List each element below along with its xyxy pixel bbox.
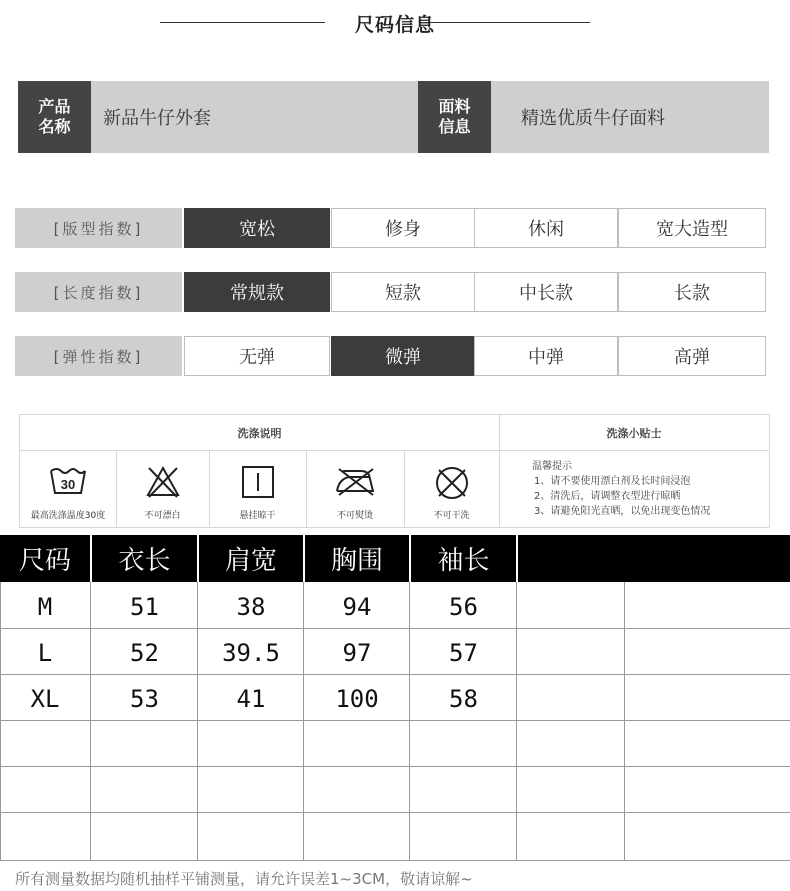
no-dry-clean-icon: [434, 465, 470, 501]
cell-shoulder: 38: [236, 592, 266, 621]
hang-dry-caption: 悬挂晾干: [239, 511, 276, 521]
size-table: [0, 535, 790, 861]
no-bleach-caption: 不可漂白: [144, 511, 181, 521]
product-name-value: 新品牛仔外套: [103, 108, 211, 129]
cell-chest: 94: [342, 592, 372, 621]
header-size: 尺码: [0, 535, 90, 582]
fit-option-oversized: 宽大造型: [618, 208, 766, 248]
fabric-info-label: 面料 信息: [418, 81, 491, 153]
length-option-mid-long: 中长款: [474, 272, 618, 312]
cell-size: M: [37, 592, 53, 621]
grid-h-6: [0, 860, 790, 861]
cell-chest: 97: [342, 638, 372, 667]
grid-h-4: [0, 766, 790, 767]
no-iron-caption: 不可熨烫: [336, 511, 373, 521]
fit-option-casual: 休闲: [474, 208, 618, 248]
wash-30-icon: [49, 465, 87, 497]
header-sep-5: [516, 535, 518, 582]
wash-item-hang-dry: [209, 451, 306, 527]
length-option-short: 短款: [331, 272, 475, 312]
product-info-bar: [18, 81, 769, 153]
grid-v-2: [197, 582, 198, 861]
header-length: 衣长: [92, 535, 197, 582]
wash-instructions-header: 洗涤说明: [20, 415, 499, 451]
wash-tips-header: 洗涤小贴士: [499, 415, 769, 451]
no-dry-clean-caption: 不可干洗: [433, 511, 470, 521]
no-bleach-icon: [145, 465, 181, 499]
cell-sleeve: 56: [449, 592, 478, 621]
tip-2: 2、清洗后，请调整衣型进行晾晒: [534, 491, 681, 502]
tips-title: 温馨提示: [532, 461, 572, 472]
header-sep-4: [409, 535, 411, 582]
cell-size: XL: [30, 684, 60, 713]
grid-h-5: [0, 812, 790, 813]
cell-sleeve: 58: [449, 684, 478, 713]
wash-divider: [499, 415, 500, 527]
header-chest: 胸围: [305, 535, 409, 582]
tip-1: 1、请不要使用漂白剂及长时间浸泡: [534, 476, 691, 487]
cell-shoulder: 41: [236, 684, 266, 713]
grid-v-4: [409, 582, 410, 861]
stretch-option-medium: 中弹: [474, 336, 618, 376]
header-sep-2: [197, 535, 199, 582]
length-option-regular: 常规款: [184, 272, 330, 312]
grid-v-6: [624, 582, 625, 861]
page-title: 尺码信息: [354, 14, 435, 36]
fit-index-row: [15, 208, 766, 248]
stretch-option-high: 高弹: [618, 336, 766, 376]
fit-index-label: [版型指数]: [15, 208, 182, 248]
stretch-option-none: 无弹: [184, 336, 330, 376]
measurement-footnote: 所有测量数据均随机抽样平铺测量，请允许误差1~3CM，敬请谅解~: [15, 870, 473, 888]
grid-v-1: [90, 582, 91, 861]
length-index-label: [长度指数]: [15, 272, 182, 312]
hang-dry-icon: [241, 465, 275, 499]
cell-shoulder: 39.5: [222, 638, 280, 667]
stretch-option-slight: 微弹: [331, 336, 475, 376]
cell-length: 52: [130, 638, 159, 667]
wash-30-caption: 最高洗涤温度30度: [30, 511, 106, 521]
stretch-index-label: [弹性指数]: [15, 336, 182, 376]
fit-option-slim: 修身: [331, 208, 475, 248]
svg-text:30: 30: [60, 477, 76, 492]
stretch-index-row: [15, 336, 766, 376]
cell-length: 53: [130, 684, 159, 713]
cell-size: L: [37, 638, 53, 667]
wash-item-no-bleach: [116, 451, 209, 527]
length-index-row: [15, 272, 766, 312]
product-name-label: 产品 名称: [18, 81, 91, 153]
tip-3: 3、请避免阳光直晒，以免出现变色情况: [534, 506, 711, 517]
cell-length: 51: [130, 592, 159, 621]
length-option-long: 长款: [618, 272, 766, 312]
fit-option-loose: 宽松: [184, 208, 330, 248]
wash-section: [19, 414, 770, 528]
fabric-info-value: 精选优质牛仔面料: [521, 108, 665, 129]
grid-v-5: [516, 582, 517, 861]
wash-item-no-iron: [306, 451, 404, 527]
wash-tips: [532, 459, 710, 519]
cell-chest: 100: [335, 684, 379, 713]
wash-item-30: [20, 451, 116, 527]
header-sep-1: [90, 535, 92, 582]
wash-item-no-dry-clean: [404, 451, 499, 527]
no-iron-icon: [333, 465, 377, 497]
header-sep-3: [303, 535, 305, 582]
header-sleeve: 袖长: [411, 535, 516, 582]
cell-sleeve: 57: [449, 638, 478, 667]
header-shoulder: 肩宽: [199, 535, 303, 582]
grid-v-3: [303, 582, 304, 861]
